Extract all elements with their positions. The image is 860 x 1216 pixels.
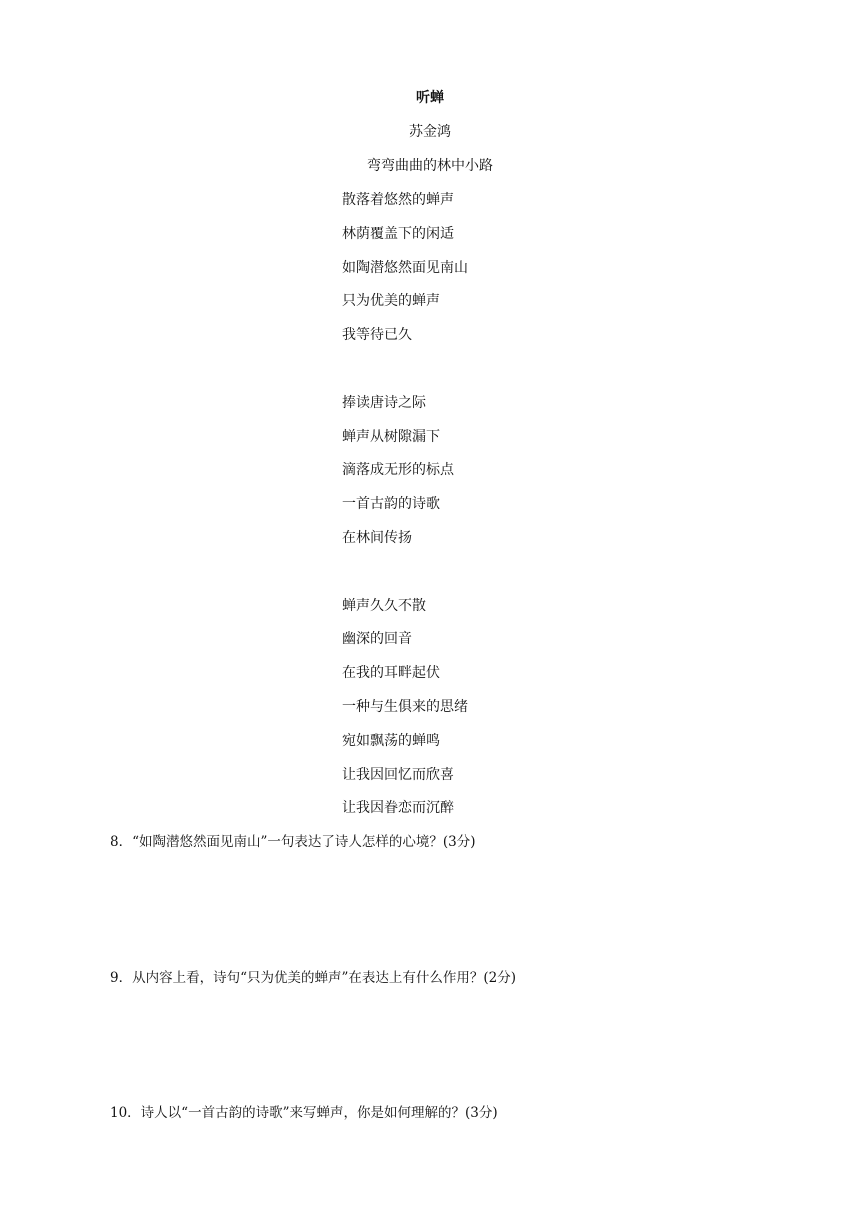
verse-line: 让我因回忆而欣喜 — [342, 766, 454, 783]
verse-line: 一首古韵的诗歌 — [342, 496, 440, 513]
verse-line: 只为优美的蝉声 — [342, 293, 440, 310]
question-10: 10．诗人以“一首古韵的诗歌”来写蝉声，你是如何理解的？(3分) — [110, 1105, 498, 1121]
question-9: 9．从内容上看，诗句“只为优美的蝉声”在表达上有什么作用？(2分) — [110, 970, 517, 986]
question-8: 8．“如陶潜悠然面见南山”一句表达了诗人怎样的心境？(3分) — [110, 834, 476, 850]
verse-line: 如陶潜悠然面见南山 — [342, 259, 468, 276]
verse-line: 蝉声从树隙漏下 — [342, 428, 440, 445]
verse-line: 在我的耳畔起伏 — [342, 665, 440, 682]
verse-line: 散落着悠然的蝉声 — [342, 192, 454, 208]
verse-line: 我等待已久 — [342, 327, 412, 344]
verse-line: 宛如飘荡的蝉鸣 — [342, 732, 440, 749]
verse-line: 在林间传扬 — [342, 529, 412, 546]
poem-author: 苏金鸿 — [409, 124, 451, 140]
verse-line: 一种与生俱来的思绪 — [342, 698, 468, 715]
verse-line: 滴落成无形的标点 — [342, 462, 454, 479]
poem-title: 听蝉 — [416, 90, 444, 106]
poem-body — [342, 190, 742, 866]
stanza-1 — [342, 190, 742, 359]
poem-first-line: 弯弯曲曲的林中小路 — [367, 158, 493, 174]
verse-line: 幽深的回音 — [342, 631, 412, 648]
verse-line: 蝉声久久不散 — [342, 597, 426, 614]
verse-line: 捧读唐诗之际 — [342, 394, 426, 411]
verse-line: 让我因眷恋而沉醉 — [342, 800, 454, 817]
verse-line: 林荫覆盖下的闲适 — [342, 225, 454, 242]
stanza-3 — [342, 596, 742, 833]
stanza-2 — [342, 393, 742, 562]
